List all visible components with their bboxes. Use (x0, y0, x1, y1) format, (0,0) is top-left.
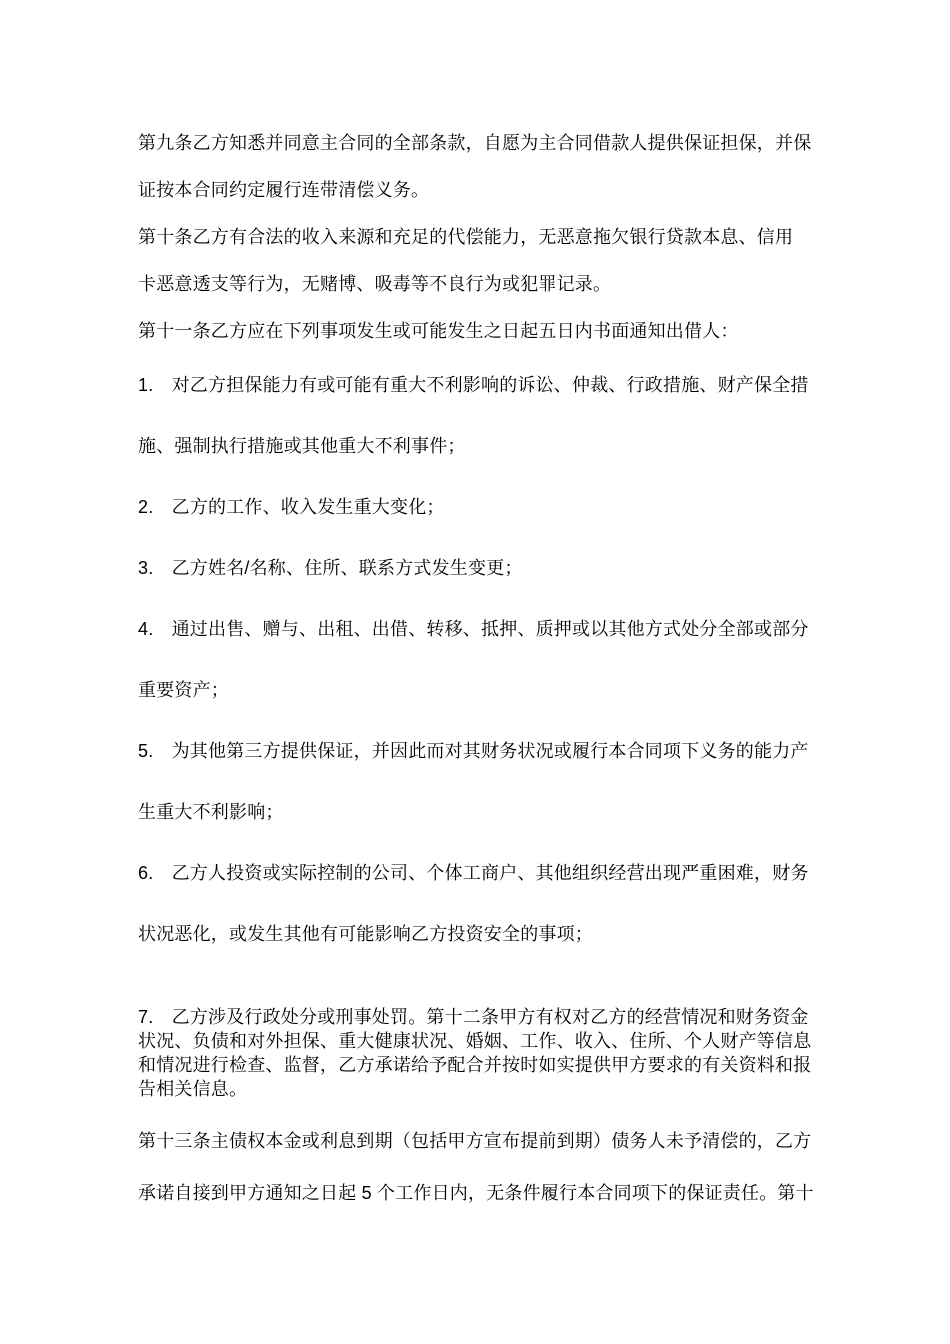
list-item-5 (138, 721, 850, 843)
text-line: 和情况进行检查、监督，乙方承诺给予配合并按时如实提供甲方要求的有关资料和报 (138, 1055, 812, 1075)
paragraph-clause-13 (138, 1115, 850, 1219)
text-line: 7. 乙方涉及行政处分或刑事处罚。第十二条甲方有权对乙方的经营情况和财务资金 (138, 1007, 809, 1027)
text-line: 生重大不利影响； (138, 802, 284, 822)
list-item-2 (138, 477, 850, 538)
text-line: 第十三条主债权本金或利息到期（包括甲方宣布提前到期）债务人未予清偿的，乙方 (138, 1131, 812, 1151)
document-text-block (138, 120, 850, 1219)
text-line: 6. 乙方人投资或实际控制的公司、个体工商户、其他组织经营出现严重困难，财务 (138, 863, 809, 883)
list-item-3 (138, 538, 850, 599)
list-item-6 (138, 843, 850, 965)
paragraph-clause-10 (138, 214, 850, 308)
list-item-4 (138, 599, 850, 721)
paragraph-clause-9 (138, 120, 850, 214)
text-line: 证按本合同约定履行连带清偿义务。 (138, 180, 430, 200)
text-line: 卡恶意透支等行为，无赌博、吸毒等不良行为或犯罪记录。 (138, 274, 612, 294)
text-line: 告相关信息。 (138, 1079, 248, 1099)
text-line: 施、强制执行措施或其他重大不利事件； (138, 436, 466, 456)
text-line: 5. 为其他第三方提供保证，并因此而对其财务状况或履行本合同项下义务的能力产 (138, 741, 809, 761)
paragraph-clause-11 (138, 308, 850, 355)
text-line: 第十一条乙方应在下列事项发生或可能发生之日起五日内书面通知出借人： (138, 321, 739, 341)
text-line: 第十条乙方有合法的收入来源和充足的代偿能力，无恶意拖欠银行贷款本息、信用 (138, 227, 794, 247)
list-item-7-clause-12 (138, 1005, 850, 1101)
text-line: 3. 乙方姓名/名称、住所、联系方式发生变更； (138, 558, 523, 578)
text-line: 2. 乙方的工作、收入发生重大变化； (138, 497, 445, 517)
text-line: 状况、负债和对外担保、重大健康状况、婚姻、工作、收入、住所、个人财产等信息 (138, 1031, 812, 1051)
text-line: 重要资产； (138, 680, 229, 700)
list-item-1 (138, 355, 850, 477)
text-line: 4. 通过出售、赠与、出租、出借、转移、抵押、质押或以其他方式处分全部或部分 (138, 619, 809, 639)
text-line: 第九条乙方知悉并同意主合同的全部条款，自愿为主合同借款人提供保证担保，并保 (138, 133, 812, 153)
text-line: 承诺自接到甲方通知之日起 5 个工作日内，无条件履行本合同项下的保证责任。第十 (138, 1183, 814, 1203)
text-line: 1. 对乙方担保能力有或可能有重大不利影响的诉讼、仲裁、行政措施、财产保全措 (138, 375, 809, 395)
text-line: 状况恶化，或发生其他有可能影响乙方投资安全的事项； (138, 924, 593, 944)
